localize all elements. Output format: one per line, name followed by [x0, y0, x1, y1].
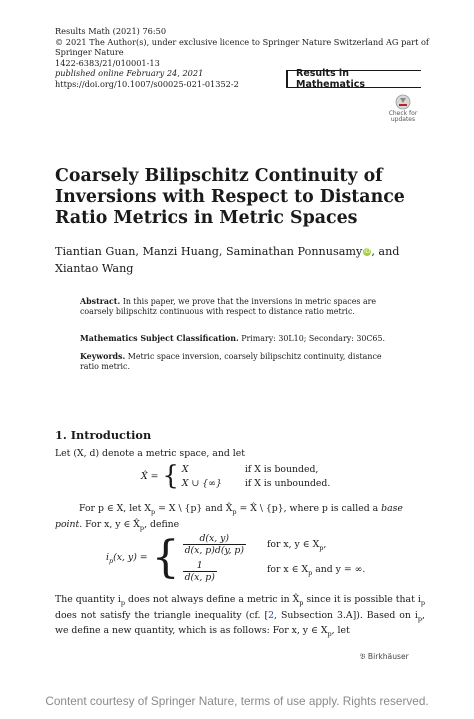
authors-line-2: Xiantao Wang	[55, 262, 134, 275]
msc-classification	[80, 334, 400, 344]
p2-part-b: = X \ {p} and X̂	[155, 503, 233, 514]
eq1-case2-value: X ∪ {∞}	[181, 477, 222, 489]
keywords-label: Keywords.	[80, 352, 126, 361]
eq2-frac2-num: 1	[183, 560, 217, 572]
sub-p: p	[120, 598, 126, 607]
meta-journal-line: Results Math (2021) 76:50	[55, 26, 167, 36]
sub-p: p	[417, 614, 423, 623]
sub-p: p	[319, 543, 324, 552]
orcid-icon[interactable]: iD	[364, 248, 371, 255]
meta-published: published online February 24, 2021	[55, 68, 204, 79]
eq1-case1-value: X	[181, 463, 189, 475]
paper-title: Coarsely Bilipschitz Continuity of Inversions with Respect to Distance Ratio Metrics in Metric Spaces	[55, 166, 405, 228]
eq2-lhs	[105, 533, 151, 583]
equation-ip	[105, 533, 366, 583]
eq2-case1-cond-text: for x, y ∈ X	[266, 539, 320, 551]
eq2-i: i	[106, 551, 109, 563]
journal-name-box	[286, 70, 421, 88]
eq2-case2-cond-rest: and y = ∞.	[312, 564, 366, 576]
body-paragraph-3	[55, 594, 425, 641]
check-for-updates-icon	[395, 94, 411, 110]
body-paragraph-2	[55, 503, 425, 534]
abstract	[80, 297, 400, 318]
sub-p: p	[139, 523, 145, 532]
footer-notice: Content courtesy of Springer Nature, terms of use apply. Rights reserved.	[45, 694, 429, 708]
p2-part-f: , define	[144, 518, 180, 530]
sub-p: p	[308, 568, 313, 577]
updates-label: updates	[390, 116, 416, 123]
publisher-name: Birkhäuser	[367, 652, 409, 661]
p3-part-b: does not always define a metric in X̂	[125, 594, 300, 605]
meta-doi-link[interactable]: https://doi.org/10.1007/s00025-021-01352-2	[55, 78, 239, 89]
body-paragraph-1: Let (X, d) denote a metric space, and let	[55, 448, 245, 459]
p4-part-c: , Subsection 3.A]). Based on	[274, 609, 411, 621]
p4-part-b: does not satisfy the triangle inequality (cf. [	[55, 609, 269, 621]
eq2-lhs-rest: (x, y) =	[113, 551, 148, 563]
authors-line-1: Tiantian Guan, Manzi Huang, Saminathan Ponnusamy	[55, 245, 363, 258]
p2-part-c: = X̂ \ {p}, where p is called a	[236, 503, 382, 514]
eq2-frac1-den: d(x, p)d(y, p)	[184, 545, 244, 556]
p2-part-e: . For x, y ∈ X̂	[79, 518, 140, 530]
p4-part-a: i	[417, 594, 421, 605]
eq2-brace: {	[151, 532, 180, 583]
abstract-text: In this paper, we prove that the inversions in metric spaces are coarsely bilipschitz continuous with respect to distance ratio metric.	[80, 297, 377, 317]
eq2-frac2-den: d(x, p)	[184, 572, 215, 583]
p3-part-c: since it is possible that	[303, 594, 415, 605]
publisher-icon: 𝔅	[360, 652, 366, 661]
section-heading: 1. Introduction	[55, 428, 152, 442]
p5-part-a: i	[414, 609, 418, 621]
eq1-brace: {	[162, 461, 179, 491]
eq2-case2-value	[181, 558, 266, 583]
author-list	[55, 243, 425, 277]
publisher-logo	[360, 652, 409, 662]
sub-p: p	[108, 556, 114, 565]
authors-and: , and	[371, 245, 400, 258]
eq2-case1-value	[181, 533, 266, 558]
equation-x-hat	[140, 462, 331, 490]
eq2-case2-cond-text: for x ∈ X	[266, 564, 309, 576]
msc-text: Primary: 30L10; Secondary: 30C65.	[241, 334, 385, 343]
msc-label: Mathematics Subject Classification.	[80, 334, 239, 343]
p2-part-a: For p ∈ X, let X	[79, 503, 151, 514]
sub-p: p	[420, 598, 425, 607]
sub-p: p	[327, 630, 332, 639]
eq1-case1-cond: if X is bounded,	[244, 463, 319, 475]
sub-p: p	[151, 507, 156, 516]
eq2-case2-cond	[266, 558, 366, 583]
p5-part-c: , let	[331, 625, 350, 637]
eq2-frac1-num: d(x, y)	[183, 533, 246, 545]
journal-name: Results in Mathematics	[296, 68, 366, 90]
p5-part-b: , we define a new quantity, which is as follows: For x, y ∈ X	[55, 609, 425, 637]
keywords-text: Metric space inversion, coarsely bilipschitz continuity, distance ratio metric.	[80, 352, 382, 372]
check-for-updates-badge[interactable]	[385, 94, 421, 124]
citation-link[interactable]: 2	[268, 609, 275, 621]
p3-part-a: The quantity i	[55, 594, 121, 605]
meta-copyright-line-2: Springer Nature	[55, 47, 124, 58]
meta-issn: 1422-6383/21/010001-13	[55, 57, 160, 68]
check-for-label: Check for	[388, 110, 418, 117]
meta-copyright-line: © 2021 The Author(s), under exclusive licence to Springer Nature Switzerland AG part of	[55, 36, 429, 47]
keywords	[80, 352, 400, 373]
eq2-case1-cond: for x, y ∈ $X_p$,	[266, 539, 327, 552]
sub-p: p	[232, 507, 237, 516]
abstract-label: Abstract.	[80, 297, 121, 306]
base-point-term: base point	[55, 503, 403, 530]
eq1-case2-cond: if X is unbounded.	[244, 477, 331, 489]
eq1-lhs: X̂ =	[141, 470, 159, 482]
sub-p: p	[299, 598, 304, 607]
